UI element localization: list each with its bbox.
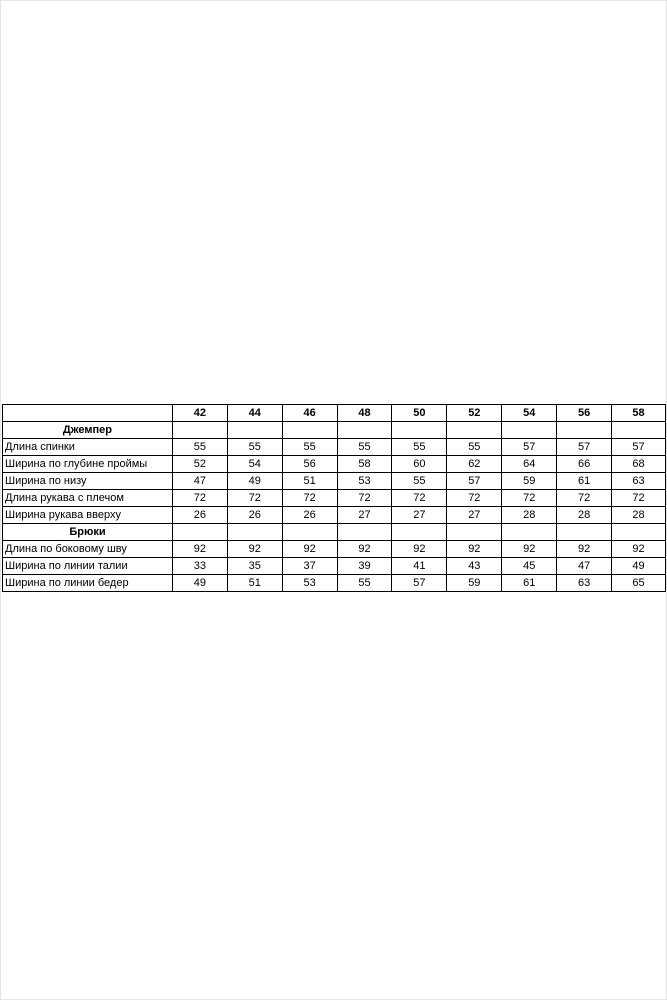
size-header-cell: 48 (337, 405, 392, 422)
measurement-value: 27 (392, 507, 447, 524)
measurement-value: 57 (557, 439, 612, 456)
measurement-value: 61 (557, 473, 612, 490)
measurement-row (3, 490, 666, 507)
measurement-row (3, 507, 666, 524)
empty-cell (172, 524, 227, 541)
measurement-value: 51 (282, 473, 337, 490)
size-chart-table (2, 404, 666, 592)
empty-cell (227, 524, 282, 541)
measurement-value: 68 (612, 456, 666, 473)
size-header-cell: 50 (392, 405, 447, 422)
empty-cell (502, 524, 557, 541)
measurement-value: 45 (502, 558, 557, 575)
measurement-value: 60 (392, 456, 447, 473)
measurement-value: 92 (172, 541, 227, 558)
size-header-cell: 44 (227, 405, 282, 422)
size-header-row (3, 405, 666, 422)
measurement-value: 55 (447, 439, 502, 456)
measurement-row (3, 456, 666, 473)
measurement-value: 59 (502, 473, 557, 490)
measurement-row (3, 541, 666, 558)
measurement-value: 26 (172, 507, 227, 524)
empty-cell (172, 422, 227, 439)
section-title: Брюки (3, 524, 173, 541)
measurement-value: 92 (612, 541, 666, 558)
measurement-value: 41 (392, 558, 447, 575)
measurement-value: 58 (337, 456, 392, 473)
measurement-value: 28 (557, 507, 612, 524)
measurement-value: 57 (447, 473, 502, 490)
measurement-value: 26 (282, 507, 337, 524)
measurement-value: 72 (282, 490, 337, 507)
measurement-value: 64 (502, 456, 557, 473)
empty-cell (612, 524, 666, 541)
empty-cell (282, 524, 337, 541)
measurement-value: 55 (282, 439, 337, 456)
empty-cell (392, 422, 447, 439)
measurement-label: Ширина по линии талии (3, 558, 173, 575)
measurement-value: 72 (447, 490, 502, 507)
measurement-value: 26 (227, 507, 282, 524)
empty-cell (557, 422, 612, 439)
measurement-value: 54 (227, 456, 282, 473)
measurement-value: 53 (337, 473, 392, 490)
measurement-value: 61 (502, 575, 557, 592)
size-header-cell: 46 (282, 405, 337, 422)
measurement-value: 92 (447, 541, 502, 558)
empty-cell (447, 422, 502, 439)
measurement-value: 49 (227, 473, 282, 490)
measurement-row (3, 558, 666, 575)
measurement-value: 92 (502, 541, 557, 558)
measurement-label: Длина рукава с плечом (3, 490, 173, 507)
measurement-value: 55 (392, 473, 447, 490)
empty-cell (282, 422, 337, 439)
empty-cell (612, 422, 666, 439)
size-header-cell: 54 (502, 405, 557, 422)
measurement-label: Длина по боковому шву (3, 541, 173, 558)
empty-cell (447, 524, 502, 541)
section-row (3, 524, 666, 541)
measurement-value: 33 (172, 558, 227, 575)
empty-cell (502, 422, 557, 439)
empty-cell (227, 422, 282, 439)
measurement-label: Ширина по линии бедер (3, 575, 173, 592)
measurement-value: 55 (227, 439, 282, 456)
measurement-value: 28 (502, 507, 557, 524)
measurement-value: 63 (612, 473, 666, 490)
empty-cell (557, 524, 612, 541)
measurement-value: 72 (392, 490, 447, 507)
measurement-value: 63 (557, 575, 612, 592)
section-title: Джемпер (3, 422, 173, 439)
size-header-cell: 56 (557, 405, 612, 422)
measurement-label: Ширина рукава вверху (3, 507, 173, 524)
measurement-value: 35 (227, 558, 282, 575)
empty-cell (337, 422, 392, 439)
measurement-value: 47 (557, 558, 612, 575)
measurement-value: 62 (447, 456, 502, 473)
measurement-value: 53 (282, 575, 337, 592)
measurement-value: 72 (172, 490, 227, 507)
measurement-value: 72 (502, 490, 557, 507)
header-label-cell (3, 405, 173, 422)
size-header-cell: 42 (172, 405, 227, 422)
measurement-value: 52 (172, 456, 227, 473)
measurement-label: Ширина по глубине проймы (3, 456, 173, 473)
measurement-row (3, 473, 666, 490)
size-header-cell: 52 (447, 405, 502, 422)
measurement-value: 28 (612, 507, 666, 524)
empty-cell (337, 524, 392, 541)
measurement-value: 49 (172, 575, 227, 592)
section-row (3, 422, 666, 439)
measurement-row (3, 575, 666, 592)
measurement-value: 27 (447, 507, 502, 524)
measurement-value: 92 (392, 541, 447, 558)
measurement-value: 92 (557, 541, 612, 558)
size-chart-body (3, 405, 666, 592)
measurement-value: 55 (337, 439, 392, 456)
measurement-value: 49 (612, 558, 666, 575)
measurement-value: 92 (282, 541, 337, 558)
measurement-value: 65 (612, 575, 666, 592)
measurement-value: 51 (227, 575, 282, 592)
measurement-value: 56 (282, 456, 337, 473)
measurement-value: 55 (392, 439, 447, 456)
measurement-value: 57 (612, 439, 666, 456)
size-header-cell: 58 (612, 405, 666, 422)
measurement-value: 72 (612, 490, 666, 507)
measurement-row (3, 439, 666, 456)
measurement-value: 55 (337, 575, 392, 592)
measurement-label: Ширина по низу (3, 473, 173, 490)
measurement-value: 55 (172, 439, 227, 456)
measurement-label: Длина спинки (3, 439, 173, 456)
measurement-value: 59 (447, 575, 502, 592)
measurement-value: 72 (337, 490, 392, 507)
measurement-value: 47 (172, 473, 227, 490)
measurement-value: 37 (282, 558, 337, 575)
measurement-value: 43 (447, 558, 502, 575)
empty-cell (392, 524, 447, 541)
measurement-value: 72 (557, 490, 612, 507)
measurement-value: 66 (557, 456, 612, 473)
measurement-value: 57 (392, 575, 447, 592)
measurement-value: 57 (502, 439, 557, 456)
measurement-value: 72 (227, 490, 282, 507)
measurement-value: 92 (227, 541, 282, 558)
measurement-value: 39 (337, 558, 392, 575)
measurement-value: 92 (337, 541, 392, 558)
measurement-value: 27 (337, 507, 392, 524)
